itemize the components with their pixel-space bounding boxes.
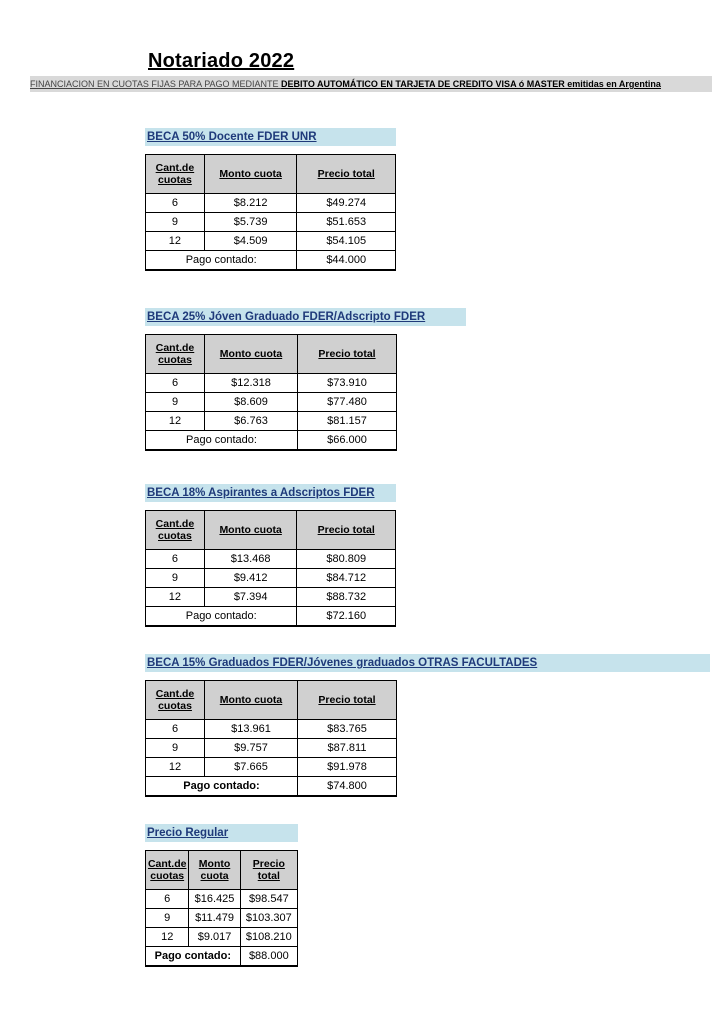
table-row	[146, 213, 396, 232]
subtitle-plain-text: FINANCIACION EN CUOTAS FIJAS PARA PAGO MEDIANTE	[30, 79, 282, 89]
contado-label: Pago contado:	[146, 777, 298, 797]
cell-cuotas: 9	[146, 569, 205, 588]
cell-cuotas: 9	[146, 909, 189, 928]
cell-cuotas: 6	[146, 550, 205, 569]
contado-label: Pago contado:	[146, 251, 297, 271]
cell-cuotas: 12	[146, 232, 205, 251]
cell-monto: $8.609	[205, 393, 298, 412]
col-precio-header: Precio total	[297, 155, 396, 194]
installments-table	[145, 510, 396, 627]
table-row	[146, 739, 397, 758]
table-row	[146, 758, 397, 777]
section-title: BECA 15% Graduados FDER/Jóvenes graduados OTRAS FACULTADES	[145, 654, 710, 672]
table-row	[146, 393, 397, 412]
financing-subtitle	[30, 76, 712, 92]
col-precio-header: Precio total	[298, 681, 397, 720]
contado-label: Pago contado:	[146, 607, 297, 627]
contado-value: $88.000	[240, 947, 297, 967]
col-cuotas-header: Cant.de cuotas	[146, 335, 205, 374]
cell-monto: $9.412	[204, 569, 297, 588]
cell-cuotas: 12	[146, 412, 205, 431]
col-monto-header: Monto cuota	[204, 511, 297, 550]
table-row	[146, 412, 397, 431]
contado-row	[146, 947, 298, 967]
section-title: BECA 18% Aspirantes a Adscriptos FDER	[145, 484, 396, 502]
installments-table	[145, 680, 397, 797]
col-precio-header: Precio total	[240, 851, 297, 890]
cell-total: $98.547	[240, 890, 297, 909]
cell-total: $103.307	[240, 909, 297, 928]
table-row	[146, 232, 396, 251]
cell-cuotas: 6	[146, 720, 205, 739]
section-beca-18	[145, 484, 396, 622]
cell-monto: $11.479	[189, 909, 240, 928]
cell-total: $81.157	[298, 412, 397, 431]
cell-monto: $9.017	[189, 928, 240, 947]
col-monto-header: Monto cuota	[205, 681, 298, 720]
cell-cuotas: 9	[146, 213, 205, 232]
cell-cuotas: 9	[146, 393, 205, 412]
installments-table	[145, 334, 397, 451]
table-row	[146, 550, 396, 569]
table-row	[146, 928, 298, 947]
table-header-row	[146, 681, 397, 720]
contado-value: $74.800	[298, 777, 397, 797]
contado-label: Pago contado:	[146, 431, 298, 451]
cell-cuotas: 6	[146, 374, 205, 393]
table-header-row	[146, 851, 298, 890]
contado-label: Pago contado:	[146, 947, 241, 967]
cell-cuotas: 6	[146, 890, 189, 909]
cell-monto: $7.665	[205, 758, 298, 777]
col-cuotas-header: Cant.de cuotas	[146, 155, 205, 194]
cell-total: $83.765	[298, 720, 397, 739]
cell-monto: $16.425	[189, 890, 240, 909]
table-header-row	[146, 155, 396, 194]
contado-row	[146, 777, 397, 797]
section-title: BECA 50% Docente FDER UNR	[145, 128, 396, 146]
table-row	[146, 588, 396, 607]
section-title: BECA 25% Jóven Graduado FDER/Adscripto FDER	[145, 308, 466, 326]
section-precio-regular	[145, 824, 298, 962]
table-header-row	[146, 511, 396, 550]
col-precio-header: Precio total	[297, 511, 396, 550]
cell-monto: $13.961	[205, 720, 298, 739]
cell-total: $73.910	[298, 374, 397, 393]
cell-monto: $8.212	[204, 194, 297, 213]
col-monto-header: Monto cuota	[205, 335, 298, 374]
section-beca-25	[145, 308, 466, 446]
section-beca-15	[145, 654, 710, 792]
section-beca-50	[145, 128, 396, 266]
page-title: Notariado 2022	[148, 50, 295, 72]
cell-cuotas: 12	[146, 928, 189, 947]
cell-monto: $6.763	[205, 412, 298, 431]
cell-total: $88.732	[297, 588, 396, 607]
cell-monto: $5.739	[204, 213, 297, 232]
cell-total: $51.653	[297, 213, 396, 232]
installments-table	[145, 154, 396, 271]
col-cuotas-header: Cant.de cuotas	[146, 511, 205, 550]
cell-total: $77.480	[298, 393, 397, 412]
cell-monto: $12.318	[205, 374, 298, 393]
cell-monto: $7.394	[204, 588, 297, 607]
contado-value: $72.160	[297, 607, 396, 627]
cell-total: $84.712	[297, 569, 396, 588]
cell-monto: $9.757	[205, 739, 298, 758]
cell-total: $49.274	[297, 194, 396, 213]
contado-row	[146, 251, 396, 271]
contado-row	[146, 431, 397, 451]
cell-total: $80.809	[297, 550, 396, 569]
table-row	[146, 909, 298, 928]
table-row	[146, 374, 397, 393]
contado-value: $66.000	[298, 431, 397, 451]
cell-monto: $4.509	[204, 232, 297, 251]
cell-total: $54.105	[297, 232, 396, 251]
contado-value: $44.000	[297, 251, 396, 271]
cell-monto: $13.468	[204, 550, 297, 569]
cell-cuotas: 12	[146, 588, 205, 607]
col-monto-header: Monto cuota	[204, 155, 297, 194]
table-row	[146, 569, 396, 588]
cell-cuotas: 6	[146, 194, 205, 213]
table-row	[146, 194, 396, 213]
col-cuotas-header: Cant.de cuotas	[146, 851, 189, 890]
contado-row	[146, 607, 396, 627]
table-row	[146, 890, 298, 909]
cell-cuotas: 12	[146, 758, 205, 777]
installments-table	[145, 850, 298, 967]
cell-cuotas: 9	[146, 739, 205, 758]
cell-total: $87.811	[298, 739, 397, 758]
col-cuotas-header: Cant.de cuotas	[146, 681, 205, 720]
section-title: Precio Regular	[145, 824, 298, 842]
table-row	[146, 720, 397, 739]
table-header-row	[146, 335, 397, 374]
cell-total: $91.978	[298, 758, 397, 777]
cell-total: $108.210	[240, 928, 297, 947]
col-precio-header: Precio total	[298, 335, 397, 374]
col-monto-header: Monto cuota	[189, 851, 240, 890]
subtitle-bold-text: DEBITO AUTOMÁTICO EN TARJETA DE CREDITO VISA ó MASTER emitidas en Argentina	[281, 79, 661, 89]
